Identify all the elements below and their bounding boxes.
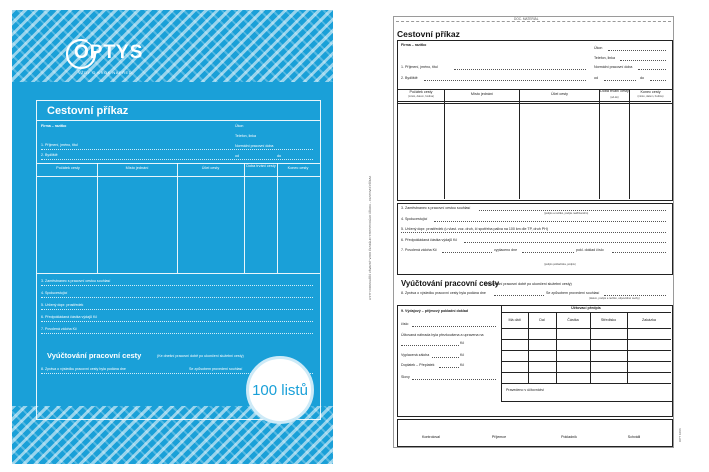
cover-section-title: Vyúčtování pracovní cesty: [47, 351, 142, 360]
side-legal-text: LISTY FORMULÁŘŮ ZÁVAZNÝ VZOR ČESKÉHO STATISTICKÉHO ÚŘADU – CESTOVNÍ PŘÍKAZ: [368, 175, 372, 300]
side-code-text: OPT 1066: [678, 428, 682, 442]
form-header-strip: DOC. MATERIÁL: [514, 17, 539, 21]
signature-strip: [397, 419, 673, 447]
cover-title: Cestovní příkaz: [47, 105, 129, 117]
optys-logo: OPTYS VŽDY O KROK NAPŘED: [64, 30, 164, 88]
sheet-count-badge: 100 listů: [246, 356, 314, 424]
cover-pad: [12, 10, 333, 464]
cover-form-preview: Cestovní příkaz Firma – razítko Úkon Telefon, linka Normální pracovní doba od do 1. Příjmení, jméno, titul 2. Bydliště Počátek cesty Místo jednání Účel cesty Doba trvání cesty Konec cesty 3. Zaměstnanec s pracovní cestou souhlasí 4. Spolucestující 5. Určený dopr. prostředek 6. Předpokládaná částka výdajů Kč 7. Povolená záloha Kč Vyúčtování pracovní cesty (Ke dnešní pracovní době po ukončení služební cesty) 8. Zpráva o výsledku pracovní cesty byla podána dne Se způsobem provedení souhlasí: [36, 100, 321, 420]
cover-pattern-top: [12, 10, 333, 82]
trip-table: [397, 89, 673, 201]
travel-order-form: DOC. MATERIÁL Cestovní příkaz Firma – razítko Úkon Telefon, linka 1. Příjmení, jméno, titul Normální pracovní doba 2. Bydliště od do Počátek cesty (místo, datum, hodina) Místo jednání Účel cesty Doba trvání cesty (od-do) Konec cesty (místo, datum, hodina) 3. Zaměstnanec s pracovní cestou souhlasí (podpis a razítko, podpis nadřízeného) 4. Spolucestující 5. Určený dopr. prostředek (u vlast. voz. druh, čí spotřeba paliva na 100 km dle TP, druh PH) 6. Předpokládaná částka výdajů Kč 7. Povolená záloha Kč vyplaceno dne pokl. doklad číslo (podpis pokladníka, podpis) Vyúčtování pracovní cesty (Ke dnešní pracovní době po ukončení služební cesty) 8. Zpráva o výsledku pracovní cesty byla podána dne Se způsobem provedení souhlasí (datum, podpis a razítko, odpovědné osoby) 9. Výdajový – příjmový pokladní doklad číslo Účtovaná náhrada byla přezkoušena a upravena na Kč Vyplacená záloha Kč Doplatek – Přeplatek Kč Slovy Účtovací předpis Má dáti Dal Částka Středisko Zakázka Pravedeno v účtovnictví Kontroloval Příjemce Pokladník Schválil: [393, 16, 674, 448]
form-title: Cestovní příkaz: [397, 29, 460, 39]
settlement-title: Vyúčtování pracovní cesty: [401, 279, 500, 288]
